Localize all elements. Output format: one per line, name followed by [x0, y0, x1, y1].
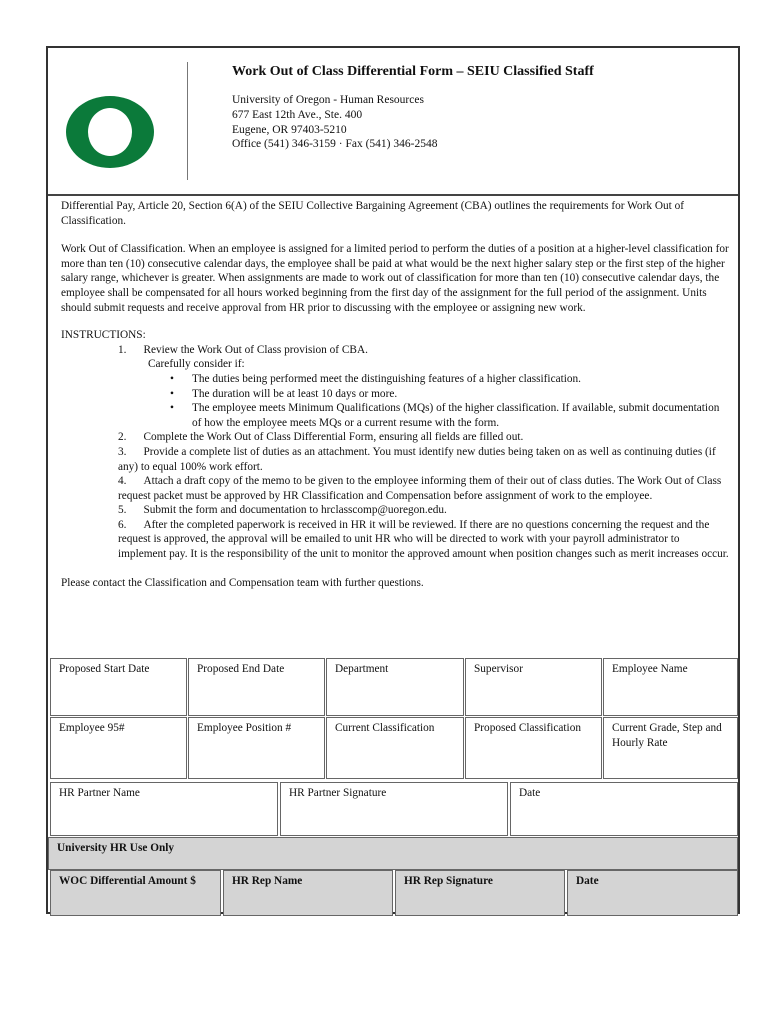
- step-number: 4.: [118, 475, 127, 488]
- bullet-item: • The duration will be at least 10 days or more.: [170, 387, 398, 400]
- step-number: 2.: [118, 431, 127, 444]
- hr-rep-name-field[interactable]: HR Rep Name: [223, 870, 393, 916]
- address-block: [232, 93, 437, 152]
- bullet-icon: •: [170, 387, 174, 400]
- instruction-step-4: [61, 474, 729, 503]
- hr-partner-name-field[interactable]: HR Partner Name: [50, 782, 278, 836]
- step-text: Complete the Work Out of Class Differential Form, ensuring all fields are filled out.: [143, 431, 524, 444]
- form-body: [61, 199, 729, 590]
- bullet-item: • The duties being performed meet the distinguishing features of a higher classification.: [170, 372, 581, 385]
- step-number: 3.: [118, 445, 127, 458]
- university-o-logo-icon: [64, 88, 156, 176]
- header-divider: [187, 62, 188, 180]
- instruction-step-2: [61, 430, 729, 445]
- supervisor-field[interactable]: Supervisor: [465, 658, 602, 716]
- address-line: University of Oregon - Human Resources: [232, 94, 424, 106]
- step-text: Review the Work Out of Class provision of CBA.: [143, 343, 368, 356]
- instruction-step-6: [61, 518, 729, 562]
- step-text: Attach a draft copy of the memo to be given to the employee informing them of their out of class duties. The Work Out of Class request packet must be approved by HR Classification and Compensation before assignment of work to the employee.: [118, 475, 722, 502]
- bullet-item: • The employee meets Minimum Qualifications (MQs) of the higher classification. If available, submit documentation of how the employee meets MQs or a current resume with the form.: [170, 402, 720, 429]
- hr-partner-signature-field[interactable]: HR Partner Signature: [280, 782, 508, 836]
- form-title: Work Out of Class Differential Form – SEIU Classified Staff: [232, 64, 594, 79]
- hr-use-only-banner: University HR Use Only: [48, 837, 738, 870]
- step-text: Submit the form and documentation to hrclasscomp@uoregon.edu.: [143, 504, 447, 517]
- step-number: 6.: [118, 518, 127, 531]
- step-number: 5.: [118, 504, 127, 517]
- employee-name-field[interactable]: Employee Name: [603, 658, 738, 716]
- contact-paragraph: Please contact the Classification and Compensation team with further questions.: [61, 576, 424, 589]
- instruction-step-3: [61, 445, 729, 474]
- instructions-heading: INSTRUCTIONS:: [61, 329, 146, 342]
- current-grade-step-rate-field[interactable]: Current Grade, Step and Hourly Rate: [603, 717, 738, 779]
- current-classification-field[interactable]: Current Classification: [326, 717, 464, 779]
- employee-95-field[interactable]: Employee 95#: [50, 717, 187, 779]
- proposed-start-date-field[interactable]: Proposed Start Date: [50, 658, 187, 716]
- address-line: 677 East 12th Ave., Ste. 400: [232, 108, 363, 121]
- hr-partner-date-field[interactable]: Date: [510, 782, 738, 836]
- instruction-step-1: [61, 343, 729, 358]
- address-line: Eugene, OR 97403-5210: [232, 123, 347, 136]
- proposed-end-date-field[interactable]: Proposed End Date: [188, 658, 325, 716]
- proposed-classification-field[interactable]: Proposed Classification: [465, 717, 602, 779]
- step-number: 1.: [118, 343, 127, 356]
- woc-paragraph: Work Out of Classification. When an employee is assigned for a limited period to perform the duties of a position at a higher-level classification for more than ten (10) consecutive calendar days, the employee shall be paid at what would be the next higher salary step or the first step of the higher salary range, whichever is greater. When assignments are made to work out of classification for more than ten (10) consecutive calendar days, the employee shall be compensated for all hours worked beginning from the first day of the assignment for the full period of the assignment. Units should submit requests and receive approval from HR prior to discussing with the employee or assigning new work.: [61, 243, 729, 314]
- consider-label: Carefully consider if:: [148, 358, 245, 371]
- intro-paragraph: Differential Pay, Article 20, Section 6(A) of the SEIU Collective Bargaining Agreement (CBA) outlines the requirements for Work Out of Classification.: [61, 200, 684, 227]
- step-text: Provide a complete list of duties as an attachment. You must identify new duties being taken on as well as continuing duties (if any) to equal 100% work effort.: [118, 445, 716, 473]
- contact-line: Office (541) 346-3159 · Fax (541) 346-2548: [232, 138, 438, 151]
- step-text: After the completed paperwork is received in HR it will be reviewed. If there are no questions concerning the request and the request is approved, the approval will be emailed to unit HR who will be directed to work with your payroll administrator to implement pay. It is the responsibility of the unit to monitor the approved amount when position changes such as merit increases occur.: [118, 518, 729, 561]
- hr-rep-date-field[interactable]: Date: [567, 870, 738, 916]
- employee-position-field[interactable]: Employee Position #: [188, 717, 325, 779]
- form-page: [46, 46, 740, 914]
- form-header: [48, 48, 738, 196]
- instruction-step-5: [61, 503, 729, 518]
- woc-differential-amount-field[interactable]: WOC Differential Amount $: [50, 870, 221, 916]
- bullet-icon: •: [170, 372, 174, 385]
- hr-rep-signature-field[interactable]: HR Rep Signature: [395, 870, 565, 916]
- bullet-icon: •: [170, 402, 174, 415]
- department-field[interactable]: Department: [326, 658, 464, 716]
